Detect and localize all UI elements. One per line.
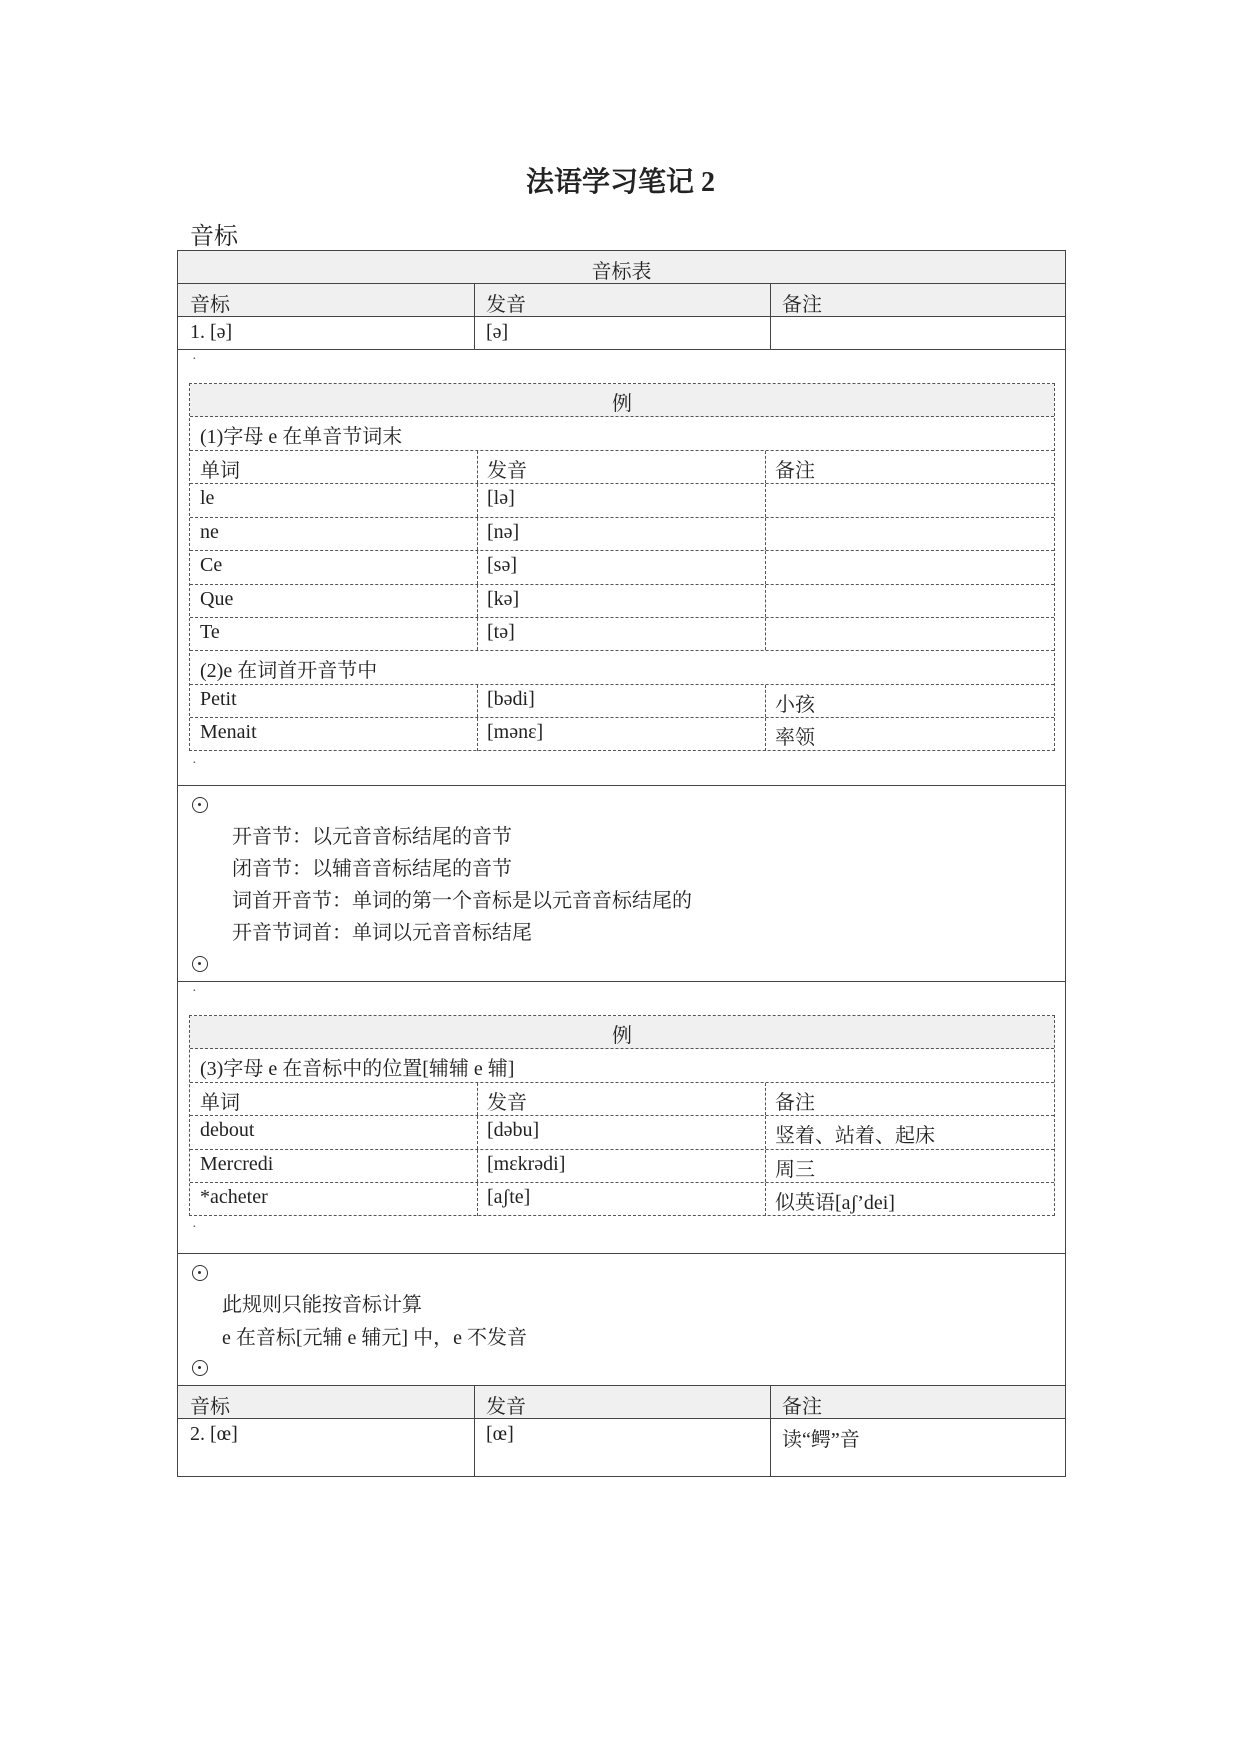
word: Te: [200, 621, 220, 643]
table-row: [190, 685, 1054, 718]
header-note: 备注: [782, 294, 822, 316]
note-line: 此规则只能按音标计算: [222, 1294, 422, 1316]
circle-dot-icon: [192, 1360, 208, 1376]
note: 竖着、站着、起床: [775, 1125, 935, 1147]
entry-phonetic: 2. [œ]: [190, 1423, 238, 1445]
entry-note: 读“鳄”音: [782, 1429, 860, 1451]
word: Petit: [200, 688, 237, 710]
header-phonetic: 音标: [190, 1396, 230, 1418]
rule-3: (3)字母 e 在音标中的位置[辅辅 e 辅]: [200, 1058, 515, 1080]
pron: [bədi]: [487, 688, 535, 710]
entry-pronunciation: [ə]: [486, 321, 509, 343]
word: Que: [200, 588, 234, 610]
example-block-1: [178, 350, 1065, 786]
table-row: [190, 585, 1054, 618]
header-row: [178, 1386, 1065, 1419]
header-phonetic: 音标: [190, 294, 230, 316]
pron: [mənɛ]: [487, 721, 544, 743]
note-line: e 在音标[元辅 e 辅元] 中，e 不发音: [222, 1327, 527, 1349]
word: ne: [200, 521, 219, 543]
circle-dot-icon: [192, 956, 208, 972]
page-title: 法语学习笔记 2: [525, 167, 715, 198]
note: 似英语[aʃ’dei]: [775, 1192, 895, 1214]
table-row: [190, 1116, 1054, 1150]
section-heading: 音标: [190, 224, 238, 250]
word: Ce: [200, 554, 223, 576]
table-row: [190, 551, 1054, 585]
pron: [tə]: [487, 621, 515, 643]
table-row: [190, 518, 1054, 551]
note-line: 闭音节：以辅音音标结尾的音节: [232, 858, 512, 880]
circle-dot-icon: [192, 1265, 208, 1281]
header-pronunciation: 发音: [486, 1396, 526, 1418]
example-label: 例: [612, 393, 632, 415]
note: 小孩: [775, 694, 815, 716]
ex-header-pron: 发音: [487, 1092, 527, 1114]
circle-dot-icon: [192, 797, 208, 813]
spacer-dot: ·: [192, 984, 197, 999]
pron: [lə]: [487, 487, 515, 509]
table-caption: 音标表: [591, 261, 652, 283]
note-line: 开音节：以元音音标结尾的音节: [232, 826, 512, 848]
pron: [aʃte]: [487, 1186, 531, 1208]
rule-2: (2)e 在词首开音节中: [200, 660, 378, 682]
phonetic-table: [177, 250, 1066, 1477]
note: 率领: [775, 727, 815, 749]
note: [765, 484, 775, 517]
rule-1: (1)字母 e 在单音节词末: [200, 426, 403, 448]
header-row: [178, 284, 1065, 317]
pron: [dəbu]: [487, 1119, 540, 1141]
word: le: [200, 487, 215, 509]
table-row: [178, 317, 1065, 350]
table-row: [190, 1183, 1054, 1216]
table-row: [190, 484, 1054, 518]
pron: [sə]: [487, 554, 517, 576]
spacer-dot: ·: [192, 756, 197, 771]
header-note: 备注: [782, 1396, 822, 1418]
note-block-2: [178, 1254, 1065, 1386]
ex-header-note: 备注: [775, 1092, 815, 1114]
example-table-2: [189, 1015, 1055, 1216]
note: [765, 551, 775, 584]
note-line: 开音节词首：单词以元音音标结尾: [232, 922, 532, 944]
note: [765, 585, 775, 617]
spacer-dot: ·: [192, 352, 197, 367]
header-pronunciation: 发音: [486, 294, 526, 316]
table-row: [190, 718, 1054, 751]
entry-pronunciation: [œ]: [486, 1423, 514, 1445]
pron: [mɛkrədi]: [487, 1153, 566, 1175]
example-table-1: [189, 383, 1055, 751]
ex-header-note: 备注: [775, 460, 815, 482]
note-line: 词首开音节：单词的第一个音标是以元音音标结尾的: [232, 890, 692, 912]
note: 周三: [775, 1159, 815, 1181]
pron: [nə]: [487, 521, 520, 543]
note: [765, 518, 775, 550]
table-row: [190, 1150, 1054, 1183]
table-row: [190, 618, 1054, 651]
word: *acheter: [200, 1186, 268, 1208]
pron: [kə]: [487, 588, 520, 610]
spacer-dot: ·: [192, 1220, 197, 1235]
table-row: [178, 1419, 1065, 1476]
word: Menait: [200, 721, 257, 743]
ex-header-word: 单词: [200, 1092, 240, 1114]
table-caption-row: [178, 251, 1065, 284]
entry-phonetic: 1. [ə]: [190, 321, 233, 343]
entry-note: [770, 317, 1066, 349]
word: Mercredi: [200, 1153, 274, 1175]
ex-header-pron: 发音: [487, 460, 527, 482]
ex-header-word: 单词: [200, 460, 240, 482]
note: [765, 618, 775, 650]
example-label: 例: [612, 1025, 632, 1047]
word: debout: [200, 1119, 255, 1141]
example-block-2: [178, 982, 1065, 1254]
note-block-1: [178, 786, 1065, 982]
